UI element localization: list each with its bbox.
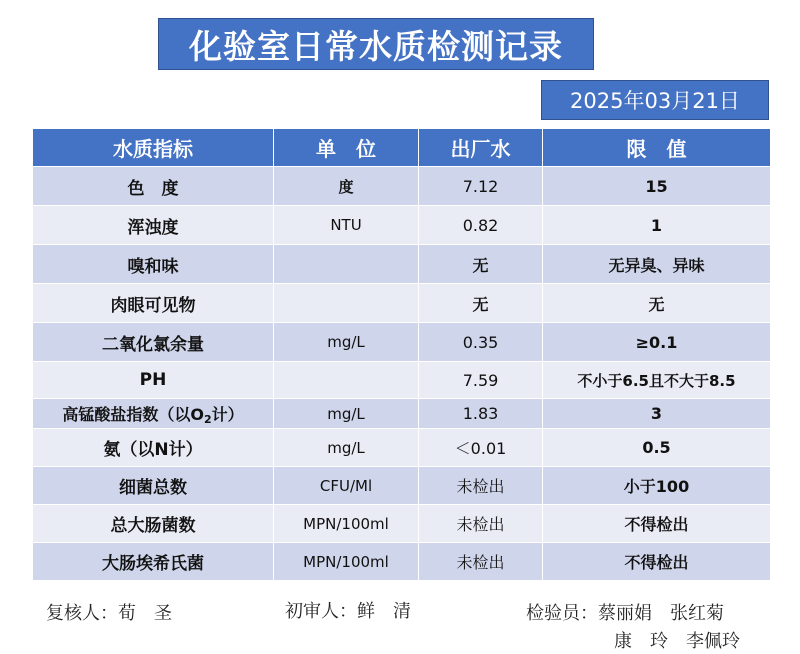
unit-cell: 度 [274,167,419,206]
factory-water-value: 1.83 [419,399,543,429]
factory-water-value: 未检出 [419,543,543,581]
first-reviewer-signature: 初审人：鲜 清 [285,601,411,622]
indicator-name: 浑浊度 [33,206,274,245]
unit-cell: mg/L [274,429,419,467]
table-row [33,429,771,467]
limit-value: ≥0.1 [543,323,771,362]
factory-water-value: 0.82 [419,206,543,245]
table-row [33,543,771,581]
factory-water-value: 未检出 [419,505,543,543]
limit-value: 不得检出 [543,505,771,543]
record-date: 2025年03月21日 [541,80,769,120]
unit-cell [274,362,419,399]
limit-value: 15 [543,167,771,206]
indicator-name: PH [33,362,274,399]
header-unit: 单 位 [274,129,419,167]
table-row [33,323,771,362]
indicator-name: 肉眼可见物 [33,284,274,323]
unit-cell: mg/L [274,399,419,429]
factory-water-value: 0.35 [419,323,543,362]
table-row [33,362,771,399]
unit-cell: MPN/100ml [274,543,419,581]
reviewer-signature: 复核人：荀 圣 [46,603,172,624]
table-row [33,245,771,284]
table-row [33,167,771,206]
factory-water-value: 7.59 [419,362,543,399]
indicator-name: 总大肠菌数 [33,505,274,543]
unit-cell: mg/L [274,323,419,362]
header-limit: 限 值 [543,129,771,167]
factory-water-value: ＜0.01 [419,429,543,467]
indicator-name-part: 计） [211,404,244,424]
water-quality-table [32,128,771,581]
indicator-name: 嗅和味 [33,245,274,284]
limit-value: 小于100 [543,467,771,505]
unit-cell: NTU [274,206,419,245]
header-indicator: 水质指标 [33,129,274,167]
table-row [33,284,771,323]
indicator-name: 细菌总数 [33,467,274,505]
factory-water-value: 7.12 [419,167,543,206]
table-row [33,467,771,505]
factory-water-value: 无 [419,245,543,284]
unit-cell [274,245,419,284]
limit-value: 不小于6.5且不大于8.5 [543,362,771,399]
indicator-name: 大肠埃希氏菌 [33,543,274,581]
limit-value: 0.5 [543,429,771,467]
factory-water-value: 未检出 [419,467,543,505]
limit-value: 无 [543,284,771,323]
indicator-name-part: 高锰酸盐指数（以O [62,404,204,424]
page-title: 化验室日常水质检测记录 [158,18,594,70]
factory-water-value: 无 [419,284,543,323]
indicator-name: 色 度 [33,167,274,206]
table-header-row [33,129,771,167]
indicator-name: 二氧化氯余量 [33,323,274,362]
subscript-2: 2 [203,412,212,426]
limit-value: 不得检出 [543,543,771,581]
table-row [33,505,771,543]
limit-value: 无异臭、异味 [543,245,771,284]
unit-cell [274,284,419,323]
limit-value: 3 [543,399,771,429]
indicator-name [33,399,274,429]
unit-cell: MPN/100ml [274,505,419,543]
unit-cell: CFU/Ml [274,467,419,505]
inspectors-line-2: 康 玲 李佩玲 [614,631,740,652]
table-row [33,206,771,245]
header-factory-water: 出厂水 [419,129,543,167]
indicator-name: 氨（以N计） [33,429,274,467]
table-row [33,399,771,429]
limit-value: 1 [543,206,771,245]
inspectors-line-1: 检验员：蔡丽娟 张红菊 [526,603,724,624]
